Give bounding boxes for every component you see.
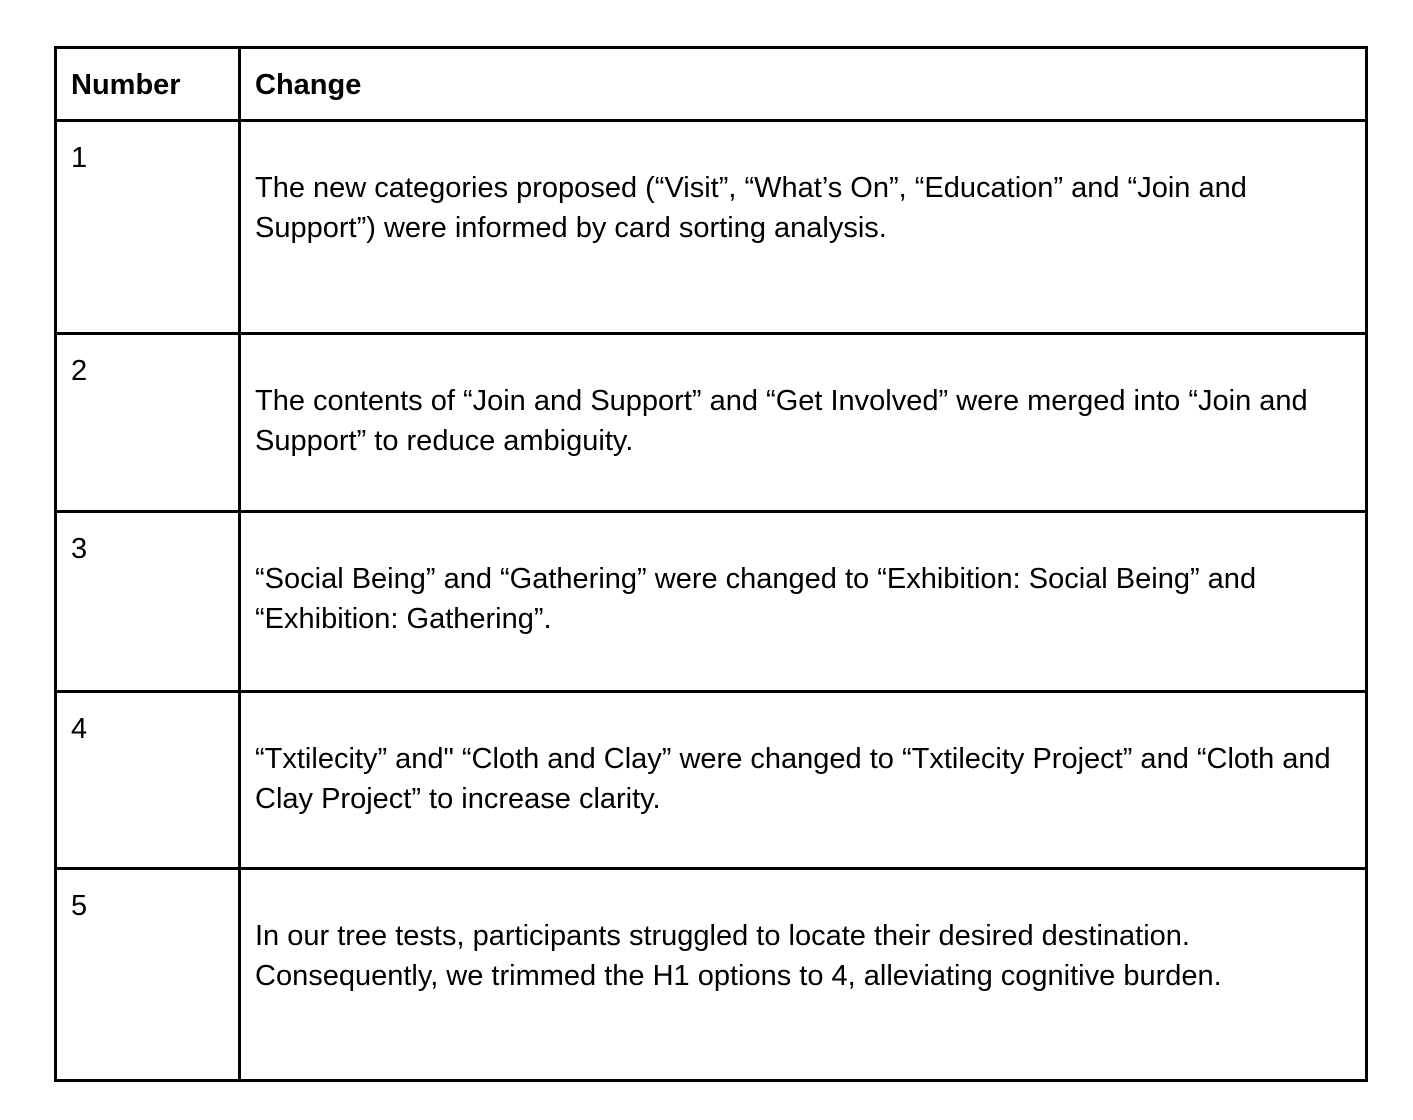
row-number: 3	[56, 512, 240, 692]
table-row	[56, 121, 1367, 334]
table-row	[56, 869, 1367, 1081]
row-change: In our tree tests, participants struggled to locate their desired destination. Consequently, we trimmed the H1 options to 4, alleviating cognitive burden.	[240, 869, 1367, 1081]
row-number: 1	[56, 121, 240, 334]
row-number: 4	[56, 692, 240, 869]
table-header-row	[56, 48, 1367, 121]
header-change: Change	[240, 48, 1367, 121]
row-change: “Txtilecity” and" “Cloth and Clay” were changed to “Txtilecity Project” and “Cloth and Clay Project” to increase clarity.	[240, 692, 1367, 869]
table-row	[56, 334, 1367, 512]
row-number: 2	[56, 334, 240, 512]
row-number: 5	[56, 869, 240, 1081]
table-row	[56, 512, 1367, 692]
changes-table	[54, 46, 1368, 1082]
row-change: The contents of “Join and Support” and “Get Involved” were merged into “Join and Support” to reduce ambiguity.	[240, 334, 1367, 512]
header-number: Number	[56, 48, 240, 121]
table-row	[56, 692, 1367, 869]
row-change: “Social Being” and “Gathering” were changed to “Exhibition: Social Being” and “Exhibition: Gathering”.	[240, 512, 1367, 692]
row-change: The new categories proposed (“Visit”, “What’s On”, “Education” and “Join and Support”) were informed by card sorting analysis.	[240, 121, 1367, 334]
